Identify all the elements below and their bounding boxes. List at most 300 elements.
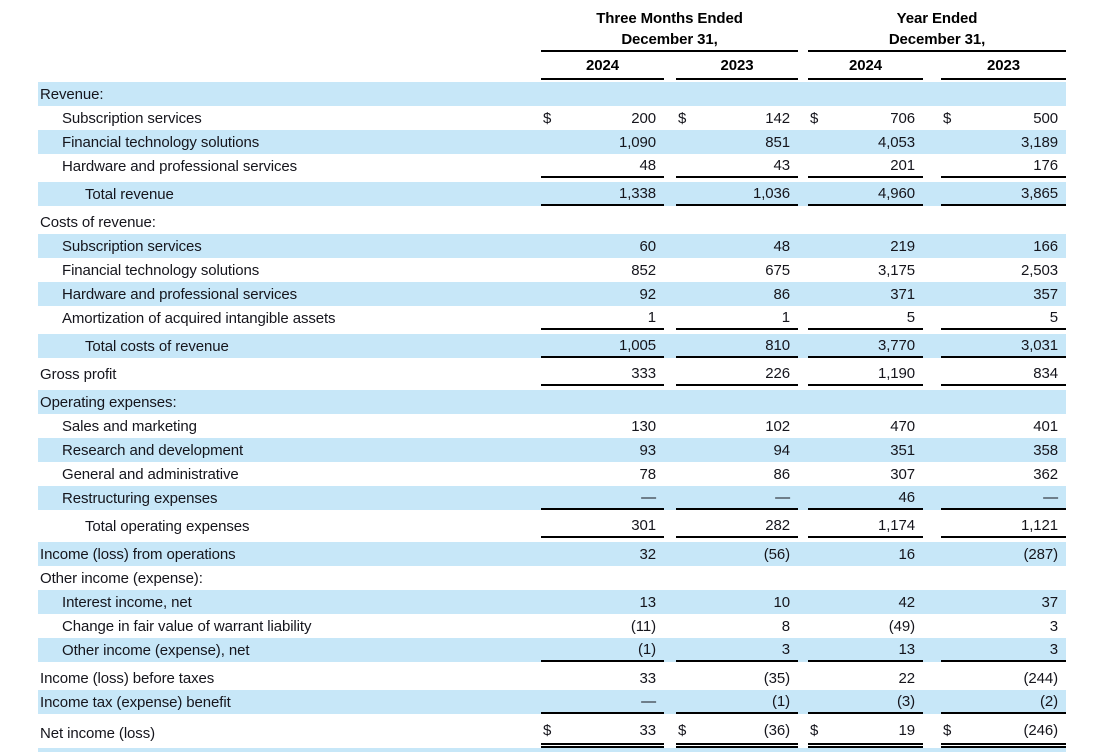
cell-value bbox=[808, 614, 923, 638]
column-spacer bbox=[923, 210, 941, 234]
column-group-title-line2: December 31, bbox=[621, 31, 718, 48]
column-spacer bbox=[798, 638, 808, 662]
cell-number: 8 bbox=[781, 617, 790, 635]
cell-value bbox=[541, 462, 664, 486]
cell-value bbox=[676, 390, 798, 414]
column-spacer bbox=[664, 462, 676, 486]
column-group-title bbox=[541, 0, 798, 52]
cell-number: 307 bbox=[890, 465, 915, 483]
cell-number: 1 bbox=[647, 308, 656, 326]
cell-value bbox=[808, 390, 923, 414]
cell-number: 4,960 bbox=[877, 184, 915, 202]
cell-value bbox=[808, 438, 923, 462]
cell-number: 33 bbox=[639, 722, 656, 739]
column-spacer bbox=[664, 154, 676, 178]
column-spacer bbox=[664, 566, 676, 590]
column-spacer bbox=[923, 514, 941, 538]
row-label: Income (loss) from operations bbox=[40, 545, 236, 563]
cell-number: 371 bbox=[890, 285, 915, 303]
row-label: General and administrative bbox=[62, 465, 239, 483]
column-spacer bbox=[664, 234, 676, 258]
column-spacer bbox=[798, 486, 808, 510]
cell-value bbox=[541, 666, 664, 690]
cell-value bbox=[541, 566, 664, 590]
cell-number: (287) bbox=[1023, 545, 1058, 563]
column-spacer bbox=[923, 334, 941, 358]
cell-number: 3,175 bbox=[877, 261, 915, 279]
cell-value bbox=[941, 306, 1066, 330]
table-row bbox=[38, 486, 1066, 510]
cell-value bbox=[676, 566, 798, 590]
column-group-three-months bbox=[541, 0, 798, 82]
cell-value bbox=[541, 130, 664, 154]
column-spacer bbox=[923, 258, 941, 282]
column-spacer bbox=[664, 614, 676, 638]
cell-value bbox=[808, 690, 923, 714]
cell-value bbox=[676, 514, 798, 538]
cell-value bbox=[676, 106, 798, 130]
cell-value bbox=[808, 210, 923, 234]
cell-number: 46 bbox=[898, 488, 915, 506]
cell-value bbox=[676, 462, 798, 486]
column-spacer bbox=[664, 210, 676, 234]
column-spacer bbox=[798, 82, 808, 106]
cell-value bbox=[541, 362, 664, 386]
column-spacer bbox=[923, 154, 941, 178]
column-spacer bbox=[923, 614, 941, 638]
cell-value bbox=[676, 638, 798, 662]
cell-value bbox=[541, 542, 664, 566]
cell-number: (244) bbox=[1023, 669, 1058, 687]
cell-value bbox=[808, 638, 923, 662]
currency-symbol: $ bbox=[810, 109, 819, 127]
column-spacer bbox=[923, 390, 941, 414]
cell-number: 362 bbox=[1033, 465, 1058, 483]
currency-symbol: $ bbox=[943, 722, 952, 739]
cell-value bbox=[941, 334, 1066, 358]
row-label: Other income (expense): bbox=[40, 569, 203, 587]
cell-number: 16 bbox=[898, 545, 915, 563]
table-row bbox=[38, 258, 1066, 282]
row-label: Revenue: bbox=[40, 85, 104, 103]
column-spacer bbox=[923, 438, 941, 462]
column-spacer bbox=[664, 666, 676, 690]
cell-value bbox=[541, 106, 664, 130]
cell-number: 43 bbox=[773, 156, 790, 174]
column-spacer bbox=[798, 106, 808, 130]
cell-number: 3,031 bbox=[1020, 336, 1058, 354]
row-label: Costs of revenue: bbox=[40, 213, 156, 231]
currency-symbol: $ bbox=[678, 109, 687, 127]
cell-number: 4,053 bbox=[877, 133, 915, 151]
table-row bbox=[38, 638, 1066, 662]
column-spacer bbox=[923, 462, 941, 486]
column-spacer bbox=[664, 542, 676, 566]
column-spacer bbox=[798, 542, 808, 566]
cell-value bbox=[941, 566, 1066, 590]
currency-symbol: $ bbox=[810, 722, 819, 739]
cell-number: (1) bbox=[771, 692, 790, 710]
cell-value bbox=[941, 362, 1066, 386]
currency-symbol: $ bbox=[543, 109, 552, 127]
row-label: Subscription services bbox=[62, 109, 202, 127]
cell-number: 3 bbox=[1049, 617, 1058, 635]
year-column-header: 2024 bbox=[808, 55, 923, 80]
table-row bbox=[38, 614, 1066, 638]
cell-number: — bbox=[1043, 488, 1058, 506]
currency-symbol: $ bbox=[543, 722, 552, 739]
cell-value bbox=[541, 390, 664, 414]
cell-number: 166 bbox=[1033, 237, 1058, 255]
cell-value bbox=[676, 486, 798, 510]
row-label: Total operating expenses bbox=[85, 517, 250, 535]
column-spacer bbox=[923, 234, 941, 258]
cell-value bbox=[676, 666, 798, 690]
row-label: Restructuring expenses bbox=[62, 489, 218, 507]
cell-number: 675 bbox=[765, 261, 790, 279]
column-group-title-line1: Year Ended bbox=[896, 10, 978, 27]
cell-value bbox=[941, 514, 1066, 538]
cell-value bbox=[541, 210, 664, 234]
row-label: Sales and marketing bbox=[62, 417, 197, 435]
table-row bbox=[38, 234, 1066, 258]
cell-value bbox=[808, 130, 923, 154]
year-column-header: 2024 bbox=[541, 55, 664, 80]
cell-value bbox=[808, 486, 923, 510]
cell-value bbox=[941, 666, 1066, 690]
cell-value bbox=[941, 258, 1066, 282]
table-row bbox=[38, 566, 1066, 590]
cell-number: 1 bbox=[781, 308, 790, 326]
column-spacer bbox=[798, 614, 808, 638]
cell-value bbox=[941, 638, 1066, 662]
cell-number: 32 bbox=[639, 545, 656, 563]
cell-value bbox=[676, 542, 798, 566]
column-spacer bbox=[664, 514, 676, 538]
cell-number: 358 bbox=[1033, 441, 1058, 459]
column-spacer bbox=[664, 106, 676, 130]
column-spacer bbox=[923, 566, 941, 590]
cell-number: 1,190 bbox=[877, 364, 915, 382]
cell-value bbox=[541, 282, 664, 306]
table-row bbox=[38, 718, 1066, 748]
cell-number: 333 bbox=[631, 364, 656, 382]
column-spacer bbox=[798, 718, 808, 748]
column-spacer bbox=[798, 390, 808, 414]
cell-number: (35) bbox=[763, 669, 790, 687]
table-row bbox=[38, 154, 1066, 178]
cell-value bbox=[941, 542, 1066, 566]
column-spacer bbox=[923, 82, 941, 106]
cell-value bbox=[941, 438, 1066, 462]
cell-value bbox=[676, 362, 798, 386]
cell-number: 42 bbox=[898, 593, 915, 611]
cell-value bbox=[676, 614, 798, 638]
row-label: Change in fair value of warrant liability bbox=[62, 617, 312, 635]
column-spacer bbox=[664, 182, 676, 206]
table-row bbox=[38, 690, 1066, 714]
cell-value bbox=[941, 690, 1066, 714]
cell-number: 93 bbox=[639, 441, 656, 459]
partial-row bbox=[38, 748, 1066, 752]
column-spacer bbox=[923, 414, 941, 438]
cell-number: 219 bbox=[890, 237, 915, 255]
column-spacer bbox=[664, 282, 676, 306]
column-spacer bbox=[798, 182, 808, 206]
cell-value bbox=[941, 614, 1066, 638]
year-header-row bbox=[541, 55, 798, 80]
cell-number: 852 bbox=[631, 261, 656, 279]
cell-value bbox=[541, 690, 664, 714]
table-row bbox=[38, 282, 1066, 306]
cell-number: 1,005 bbox=[618, 336, 656, 354]
table-row bbox=[38, 182, 1066, 206]
cell-number: 401 bbox=[1033, 417, 1058, 435]
cell-value bbox=[808, 182, 923, 206]
cell-number: 22 bbox=[898, 669, 915, 687]
column-spacer bbox=[798, 666, 808, 690]
cell-number: (3) bbox=[896, 692, 915, 710]
cell-value bbox=[808, 666, 923, 690]
cell-number: 5 bbox=[1049, 308, 1058, 326]
cell-value bbox=[941, 210, 1066, 234]
column-spacer bbox=[664, 486, 676, 510]
cell-number: 19 bbox=[898, 722, 915, 739]
cell-number: 10 bbox=[773, 593, 790, 611]
column-spacer bbox=[923, 362, 941, 386]
cell-number: 470 bbox=[890, 417, 915, 435]
row-label: Financial technology solutions bbox=[62, 261, 260, 279]
cell-value bbox=[808, 258, 923, 282]
cell-number: 142 bbox=[765, 109, 790, 127]
column-spacer bbox=[664, 638, 676, 662]
cell-value bbox=[808, 306, 923, 330]
row-label: Subscription services bbox=[62, 237, 202, 255]
cell-number: 1,338 bbox=[618, 184, 656, 202]
cell-number: 94 bbox=[773, 441, 790, 459]
column-spacer bbox=[798, 282, 808, 306]
row-label: Gross profit bbox=[40, 365, 117, 383]
table-row bbox=[38, 462, 1066, 486]
cell-number: 130 bbox=[631, 417, 656, 435]
cell-value bbox=[808, 154, 923, 178]
cell-value bbox=[541, 514, 664, 538]
cell-value bbox=[941, 486, 1066, 510]
column-spacer bbox=[923, 590, 941, 614]
cell-value bbox=[676, 718, 798, 748]
cell-value bbox=[941, 182, 1066, 206]
cell-number: 176 bbox=[1033, 156, 1058, 174]
column-spacer bbox=[664, 718, 676, 748]
table-row bbox=[38, 210, 1066, 234]
column-spacer bbox=[923, 306, 941, 330]
cell-value bbox=[808, 362, 923, 386]
cell-number: 834 bbox=[1033, 364, 1058, 382]
column-spacer bbox=[664, 590, 676, 614]
table-row bbox=[38, 390, 1066, 414]
column-spacer bbox=[798, 566, 808, 590]
column-spacer bbox=[923, 690, 941, 714]
row-label: Financial technology solutions bbox=[62, 133, 260, 151]
column-spacer bbox=[798, 462, 808, 486]
table-row bbox=[38, 306, 1066, 330]
column-spacer bbox=[798, 130, 808, 154]
cell-number: 5 bbox=[906, 308, 915, 326]
year-column-header: 2023 bbox=[941, 55, 1066, 80]
column-spacer bbox=[923, 638, 941, 662]
cell-value bbox=[941, 590, 1066, 614]
cell-number: (49) bbox=[888, 617, 915, 635]
column-spacer bbox=[798, 154, 808, 178]
column-spacer bbox=[664, 82, 676, 106]
row-label: Amortization of acquired intangible assets bbox=[62, 309, 336, 327]
cell-value bbox=[541, 182, 664, 206]
row-label: Total costs of revenue bbox=[85, 337, 229, 355]
row-label: Research and development bbox=[62, 441, 244, 459]
cell-value bbox=[941, 82, 1066, 106]
row-label: Income (loss) before taxes bbox=[40, 669, 215, 687]
cell-value bbox=[808, 566, 923, 590]
table-row bbox=[38, 106, 1066, 130]
currency-symbol: $ bbox=[678, 722, 687, 739]
year-header-row bbox=[808, 55, 1066, 80]
cell-number: (2) bbox=[1039, 692, 1058, 710]
cell-value bbox=[808, 282, 923, 306]
cell-value bbox=[541, 234, 664, 258]
column-spacer bbox=[798, 590, 808, 614]
column-spacer bbox=[664, 130, 676, 154]
cell-value bbox=[676, 438, 798, 462]
cell-value bbox=[676, 590, 798, 614]
cell-value bbox=[941, 414, 1066, 438]
cell-number: 351 bbox=[890, 441, 915, 459]
cell-number: 500 bbox=[1033, 109, 1058, 127]
cell-value bbox=[941, 462, 1066, 486]
column-spacer bbox=[798, 306, 808, 330]
cell-value bbox=[541, 82, 664, 106]
column-spacer bbox=[798, 210, 808, 234]
column-group-title-line2: December 31, bbox=[888, 31, 986, 48]
column-spacer bbox=[664, 438, 676, 462]
table-row bbox=[38, 438, 1066, 462]
cell-number: (56) bbox=[763, 545, 790, 563]
cell-value bbox=[541, 590, 664, 614]
cell-value bbox=[676, 414, 798, 438]
column-spacer bbox=[798, 414, 808, 438]
row-label: Interest income, net bbox=[62, 593, 192, 611]
cell-number: 200 bbox=[631, 109, 656, 127]
cell-value bbox=[808, 462, 923, 486]
cell-value bbox=[676, 334, 798, 358]
cell-value bbox=[808, 334, 923, 358]
cell-number: 3,865 bbox=[1020, 184, 1058, 202]
cell-number: 102 bbox=[765, 417, 790, 435]
cell-number: 48 bbox=[773, 237, 790, 255]
cell-number: 1,090 bbox=[618, 133, 656, 151]
cell-value bbox=[808, 414, 923, 438]
cell-number: 3 bbox=[781, 640, 790, 658]
cell-value bbox=[808, 106, 923, 130]
cell-number: 1,121 bbox=[1020, 516, 1058, 534]
cell-value bbox=[941, 234, 1066, 258]
year-column-header: 2023 bbox=[676, 55, 798, 80]
cell-value bbox=[676, 282, 798, 306]
cell-number: 226 bbox=[765, 364, 790, 382]
row-label: Operating expenses: bbox=[40, 393, 177, 411]
column-spacer bbox=[798, 334, 808, 358]
cell-value bbox=[941, 154, 1066, 178]
currency-symbol: $ bbox=[943, 109, 952, 127]
cell-value bbox=[676, 82, 798, 106]
column-spacer bbox=[923, 182, 941, 206]
column-spacer bbox=[798, 514, 808, 538]
table-row bbox=[38, 82, 1066, 106]
cell-number: — bbox=[775, 488, 790, 506]
cell-number: 357 bbox=[1033, 285, 1058, 303]
column-spacer bbox=[923, 282, 941, 306]
cell-value bbox=[808, 82, 923, 106]
cell-value bbox=[808, 718, 923, 748]
cell-value bbox=[541, 438, 664, 462]
table-row bbox=[38, 590, 1066, 614]
row-label: Other income (expense), net bbox=[62, 641, 250, 659]
row-label: Income tax (expense) benefit bbox=[40, 693, 231, 711]
cell-value bbox=[541, 638, 664, 662]
cell-value bbox=[541, 306, 664, 330]
column-spacer bbox=[664, 390, 676, 414]
cell-value bbox=[676, 306, 798, 330]
cell-number: 78 bbox=[639, 465, 656, 483]
cell-number: 13 bbox=[639, 593, 656, 611]
cell-number: 13 bbox=[898, 640, 915, 658]
column-spacer bbox=[798, 362, 808, 386]
table-row bbox=[38, 666, 1066, 690]
column-spacer bbox=[798, 258, 808, 282]
cell-number: 810 bbox=[765, 336, 790, 354]
cell-number: 201 bbox=[890, 156, 915, 174]
cell-number: 282 bbox=[765, 516, 790, 534]
column-spacer bbox=[664, 258, 676, 282]
cell-value bbox=[941, 282, 1066, 306]
cell-number: 92 bbox=[639, 285, 656, 303]
cell-number: 60 bbox=[639, 237, 656, 255]
cell-number: 2,503 bbox=[1020, 261, 1058, 279]
cell-value bbox=[676, 210, 798, 234]
column-spacer bbox=[664, 690, 676, 714]
column-group-title bbox=[808, 0, 1066, 52]
column-spacer bbox=[664, 334, 676, 358]
column-spacer bbox=[798, 690, 808, 714]
column-spacer bbox=[798, 234, 808, 258]
column-spacer bbox=[798, 438, 808, 462]
cell-value bbox=[541, 334, 664, 358]
table-row bbox=[38, 514, 1066, 538]
cell-number: 1,036 bbox=[752, 184, 790, 202]
cell-number: — bbox=[641, 692, 656, 710]
cell-number: (36) bbox=[763, 722, 790, 739]
cell-value bbox=[941, 130, 1066, 154]
cell-number: 48 bbox=[639, 156, 656, 174]
cell-number: 3 bbox=[1049, 640, 1058, 658]
column-spacer bbox=[923, 486, 941, 510]
cell-value bbox=[808, 590, 923, 614]
column-spacer bbox=[664, 362, 676, 386]
column-spacer bbox=[923, 542, 941, 566]
cell-value bbox=[808, 234, 923, 258]
cell-number: 86 bbox=[773, 465, 790, 483]
cell-value bbox=[941, 718, 1066, 748]
cell-value bbox=[676, 690, 798, 714]
